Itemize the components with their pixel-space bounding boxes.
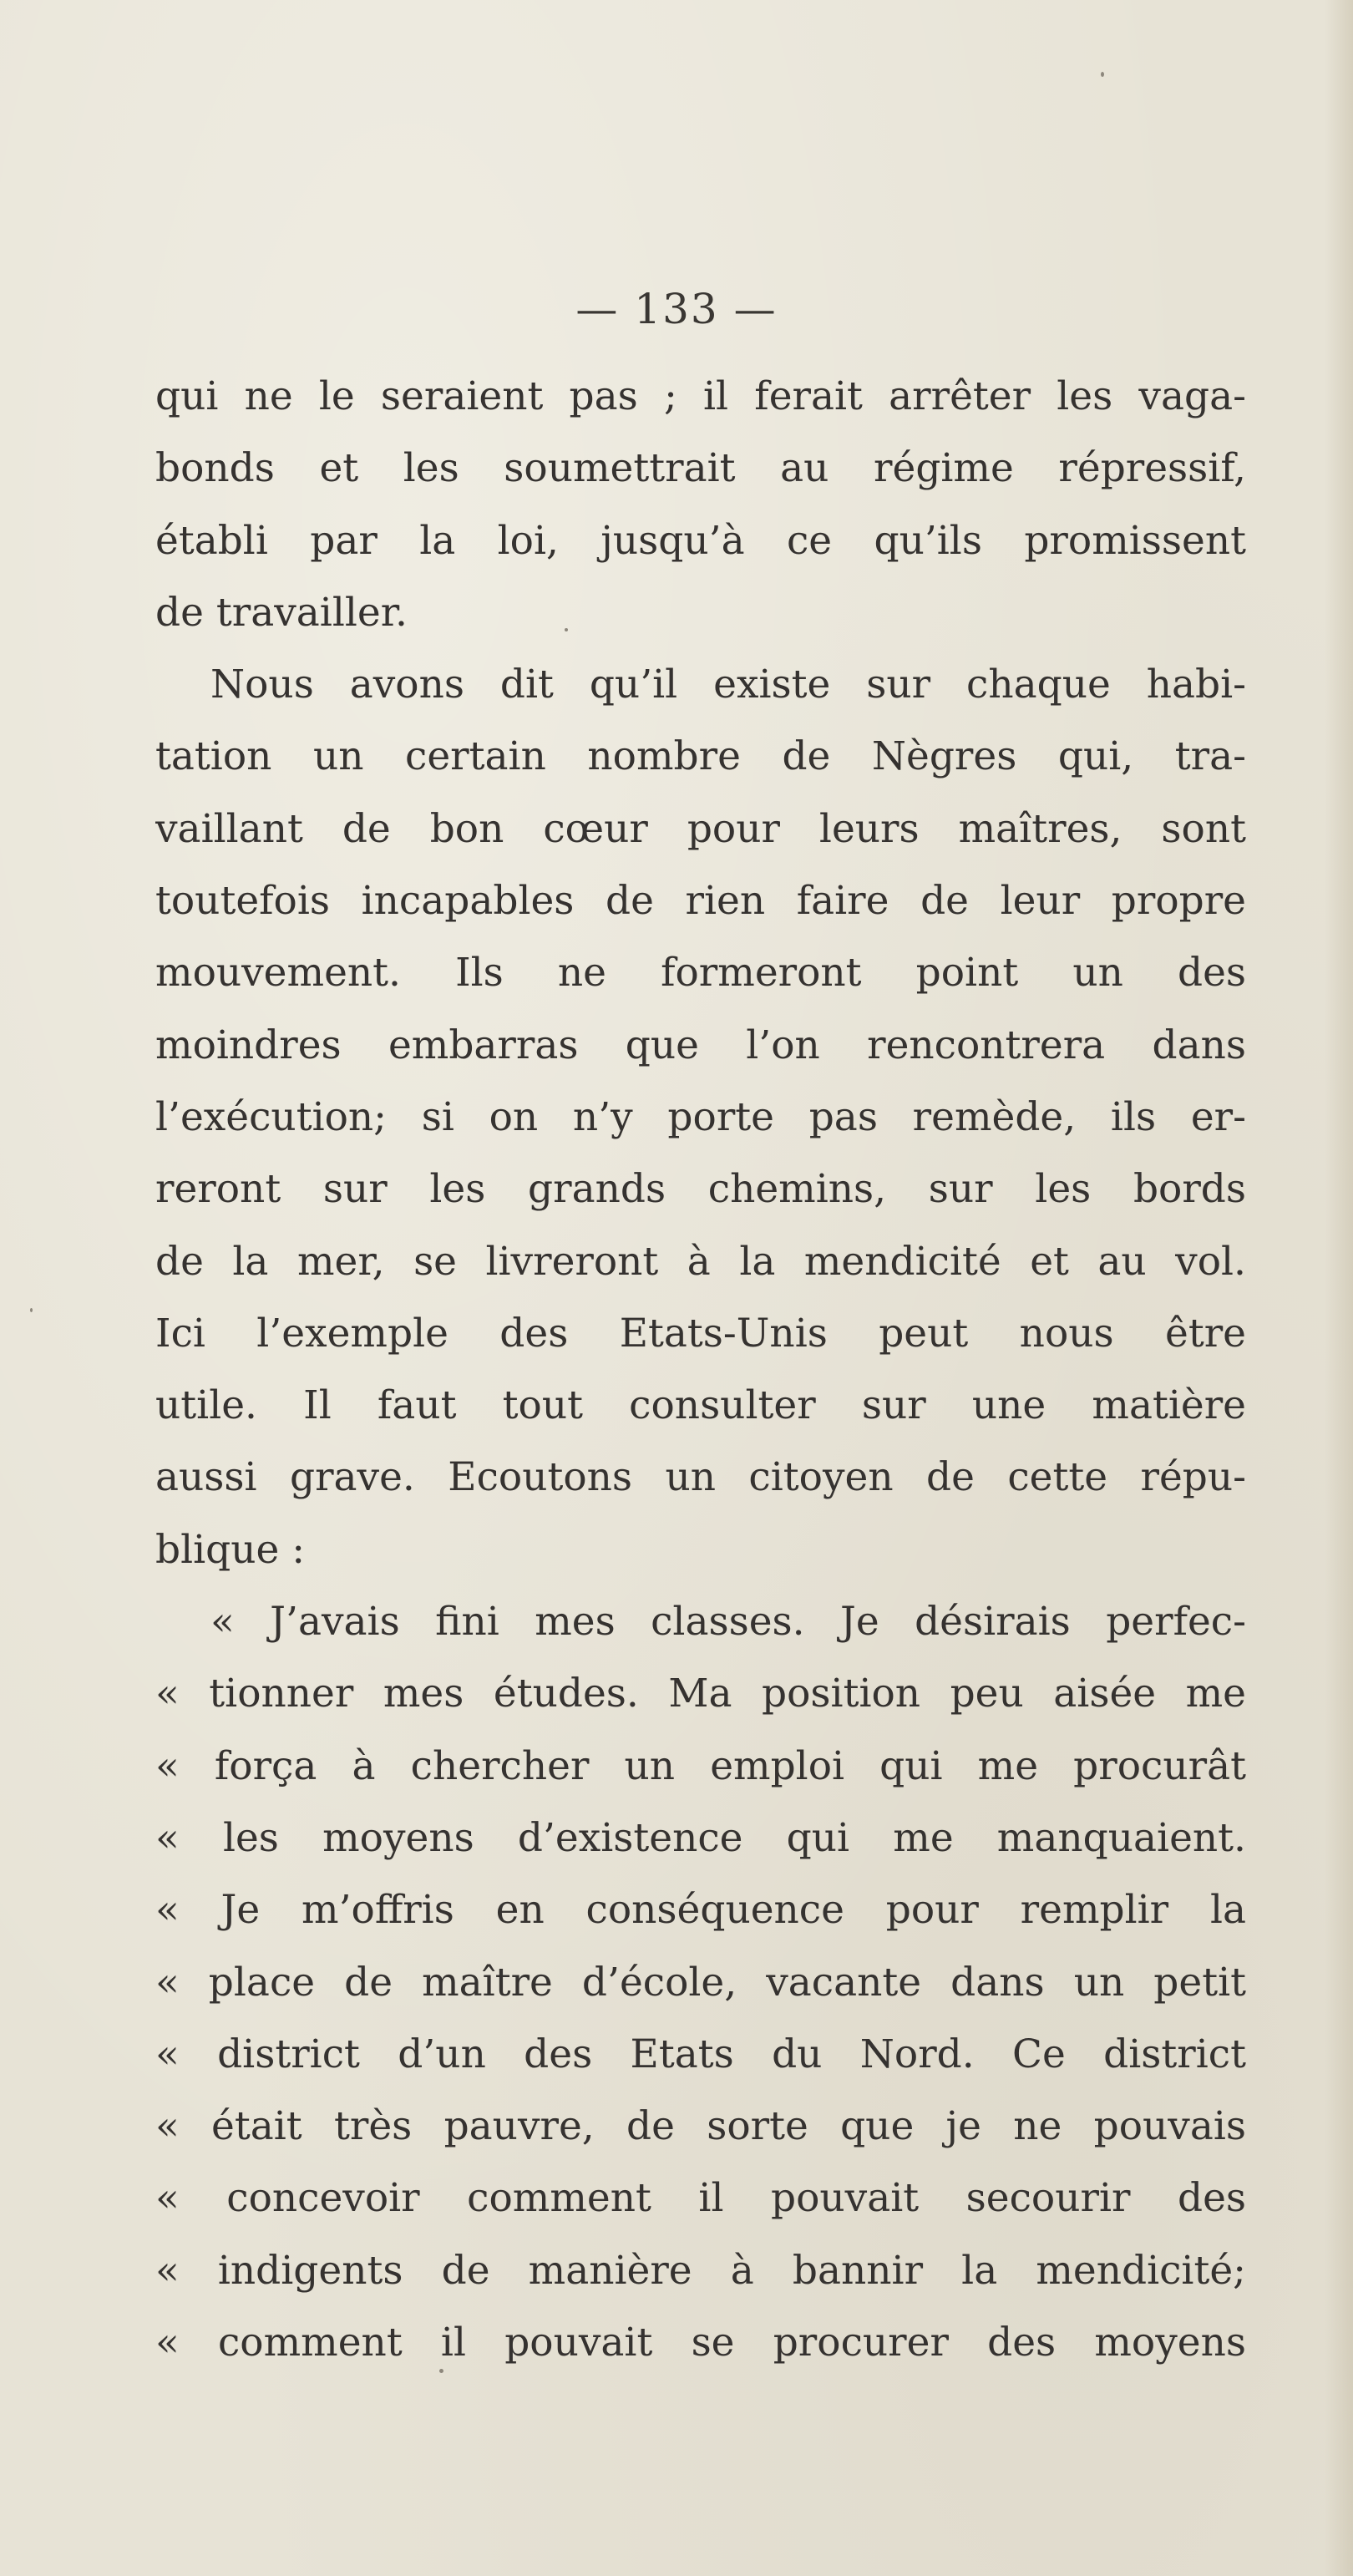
- text-line: « tionner mes études. Ma position peu aisée me: [155, 1671, 1246, 1717]
- paper-speck: [439, 2369, 443, 2373]
- page-edge-shadow: [1325, 0, 1353, 2576]
- text-line: reront sur les grands chemins, sur les bords: [155, 1166, 1246, 1213]
- text-line: vaillant de bon cœur pour leurs maîtres, sont: [155, 805, 1246, 852]
- text-line: « place de maître d’école, vacante dans un petit: [155, 1959, 1246, 2006]
- text-line: « força à chercher un emploi qui me procurât: [155, 1742, 1246, 1789]
- paper-speck: [565, 628, 568, 631]
- text-line: « Je m’offris en conséquence pour remplir la: [155, 1887, 1246, 1934]
- text-line: « concevoir comment il pouvait secourir des: [155, 2175, 1246, 2222]
- text-line: de la mer, se livreront à la mendicité et au vol.: [155, 1238, 1246, 1285]
- text-line: bonds et les soumettrait au régime répressif,: [155, 445, 1246, 492]
- paper-speck: [1101, 72, 1104, 77]
- text-line: « les moyens d’existence qui me manquaient.: [155, 1814, 1246, 1861]
- text-line: qui ne le seraient pas ; il ferait arrêter les vaga-: [155, 373, 1246, 419]
- text-line: aussi grave. Ecoutons un citoyen de cette répu-: [155, 1454, 1246, 1501]
- text-line: tation un certain nombre de Nègres qui, tra-: [155, 733, 1246, 780]
- text-line: établi par la loi, jusqu’à ce qu’ils promissent: [155, 517, 1246, 564]
- body-text: [155, 361, 1246, 2379]
- paper-speck: [30, 1308, 33, 1312]
- text-line: « comment il pouvait se procurer des moyens: [155, 2320, 1246, 2366]
- text-line: blique :: [155, 1526, 306, 1573]
- text-line: utile. Il faut tout consulter sur une matière: [155, 1382, 1246, 1429]
- text-line: « était très pauvre, de sorte que je ne pouvais: [155, 2103, 1246, 2150]
- text-line: mouvement. Ils ne formeront point un des: [155, 950, 1246, 996]
- text-line: moindres embarras que l’on rencontrera dans: [155, 1022, 1246, 1068]
- text-line: Nous avons dit qu’il existe sur chaque habi-: [210, 662, 1246, 708]
- text-line: « J’avais fini mes classes. Je désirais perfec-: [210, 1599, 1246, 1645]
- text-line: « district d’un des Etats du Nord. Ce district: [155, 2031, 1246, 2077]
- text-line: toutefois incapables de rien faire de leur propre: [155, 878, 1246, 925]
- text-line: de travailler.: [155, 589, 408, 636]
- text-line: « indigents de manière à bannir la mendicité;: [155, 2247, 1246, 2294]
- text-line: l’exécution; si on n’y porte pas remède, ils er-: [155, 1093, 1246, 1140]
- text-line: Ici l’exemple des Etats-Unis peut nous être: [155, 1310, 1246, 1356]
- page-number: — 133 —: [575, 285, 778, 333]
